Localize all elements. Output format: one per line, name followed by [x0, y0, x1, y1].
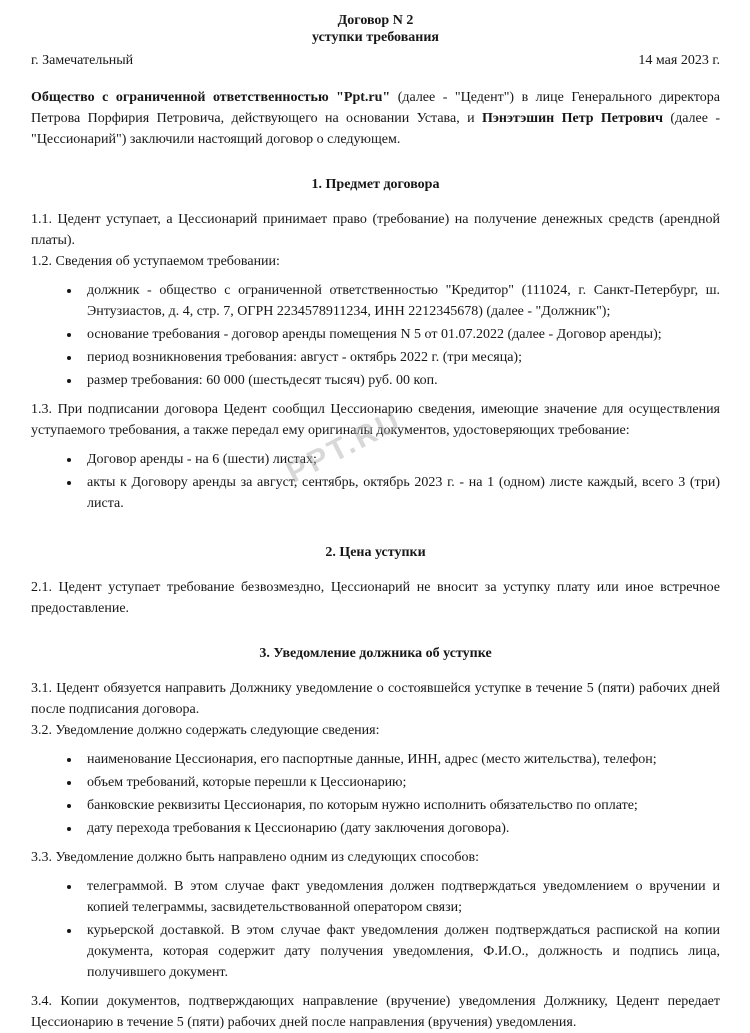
clause-1-2: 1.2. Сведения об уступаемом требовании: — [31, 254, 280, 269]
intro-text-1: (далее - "Цедент") в лице Генерального директора Петрова Порфирия Петровича, действующего на основании Устава, и — [31, 90, 720, 126]
list-item: • должник - общество с ограниченной ответственностью "Кредитор" (111024, г. Санкт-Петербург, ш. Энтузиастов, д. 4, стр. 7, ОГРН 2234578911234, ИНН 2212345678) (далее - "Должник"); — [81, 280, 720, 322]
cedent-name: Общество с ограниченной ответственностью "Ppt.ru" — [31, 90, 391, 105]
notice-contents-list — [31, 749, 720, 839]
city-label: г. Замечательный — [31, 53, 134, 68]
delivery-methods-list — [31, 876, 720, 983]
list-item: • основание требования - договор аренды помещения N 5 от 01.07.2022 (далее - Договор аренды); — [81, 324, 720, 345]
list-item: • Договор аренды - на 6 (шести) листах; — [81, 449, 720, 470]
clause-1-1: 1.1. Цедент уступает, а Цессионарий принимает право (требование) на получение денежных средств (арендной платы). — [31, 212, 720, 248]
list-item: • период возникновения требования: август - октябрь 2022 г. (три месяца); — [81, 347, 720, 368]
claim-details-list — [31, 280, 720, 391]
list-item: • наименование Цессионария, его паспортные данные, ИНН, адрес (место жительства), телефон; — [81, 749, 720, 770]
meta-row — [31, 50, 720, 71]
section-2-heading: 2. Цена уступки — [325, 545, 426, 560]
clause-3-1: 3.1. Цедент обязуется направить Должнику уведомление о состоявшейся уступке в течение 5 (пяти) рабочих дней после подписания договора. — [31, 681, 720, 717]
cessionary-name: Пэнэтэшин Петр Петрович — [481, 111, 664, 126]
list-item: • телеграммой. В этом случае факт уведомления должен подтверждаться уведомлением о вручении и копией телеграммы, засвидетельствованной оператором связи; — [81, 876, 720, 918]
intro-text-2: (далее - "Цессионарий") заключили настоящий договор о следующем. — [31, 111, 720, 147]
list-item: • курьерской доставкой. В этом случае факт уведомления должен подтверждаться распиской на копии документа, которая содержит дату получения уведомления, Ф.И.О., должность и подпись лица, получившего документ. — [81, 920, 720, 983]
clause-3-3: 3.3. Уведомление должно быть направлено одним из следующих способов: — [31, 850, 480, 865]
clause-2-1: 2.1. Цедент уступает требование безвозмездно, Цессионарий не вносит за уступку плату или иное встречное предоставление. — [31, 580, 720, 616]
intro-paragraph — [31, 87, 720, 150]
clause-3-4: 3.4. Копии документов, подтверждающих направление (вручение) уведомления Должнику, Цедент передает Цессионарию в течение 5 (пяти) рабочих дней после направления (вручения) уведомления. — [31, 994, 720, 1030]
list-item: • акты к Договору аренды за август, сентябрь, октябрь 2023 г. - на 1 (одном) листе каждый, всего 3 (три) листа. — [81, 472, 720, 514]
clause-3-2: 3.2. Уведомление должно содержать следующие сведения: — [31, 723, 380, 738]
documents-list — [31, 449, 720, 514]
clause-1-3: 1.3. При подписании договора Цедент сообщил Цессионарию сведения, имеющие значение для осуществления уступаемого требования, а также передал ему оригиналы документов, удостоверяющих требование: — [31, 402, 720, 438]
list-item: • размер требования: 60 000 (шестьдесят тысяч) руб. 00 коп. — [81, 370, 720, 391]
date-label: 14 мая 2023 г. — [638, 53, 720, 68]
list-item: • дату перехода требования к Цессионарию (дату заключения договора). — [81, 818, 720, 839]
ppt-ru-watermark: PPT.RU — [281, 403, 408, 490]
section-1-heading: 1. Предмет договора — [311, 177, 440, 192]
list-item: • объем требований, которые перешли к Цессионарию; — [81, 772, 720, 793]
contract-title: Договор N 2 — [337, 13, 414, 28]
section-3-heading: 3. Уведомление должника об уступке — [259, 646, 492, 661]
contract-subtitle: уступки требования — [312, 30, 439, 45]
list-item: • банковские реквизиты Цессионария, по которым нужно исполнить обязательство по оплате; — [81, 795, 720, 816]
